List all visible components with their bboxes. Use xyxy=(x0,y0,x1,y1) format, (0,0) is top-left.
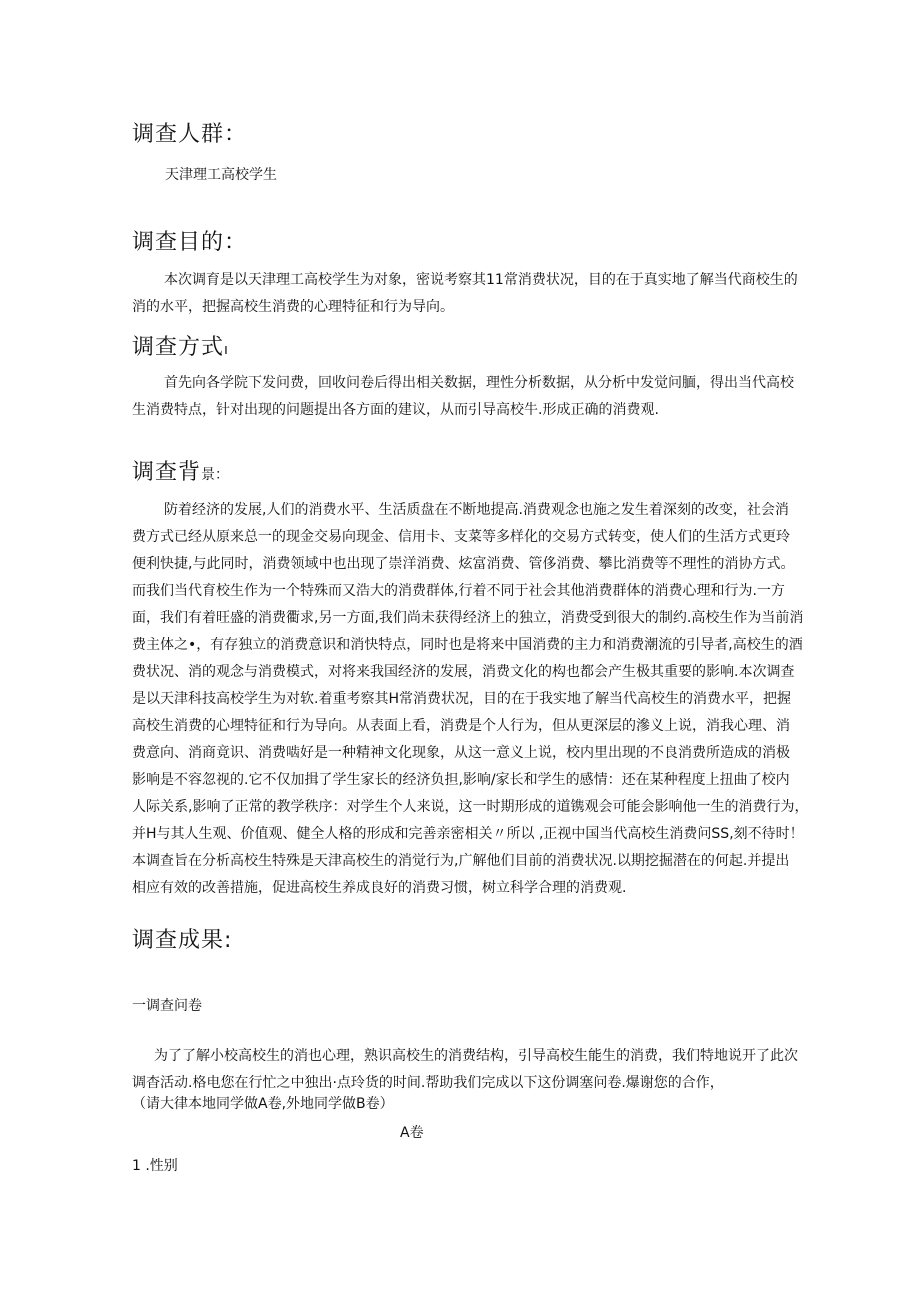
background-line: 费意向、消商竟识、消费啮好是一种精神文化现象，从这一意义上说，校内里出现的不良消费所造成的消极 xyxy=(132,745,790,761)
population-heading: 调查人群： xyxy=(132,122,248,147)
question-1-gender: 1 .性别 xyxy=(132,1158,178,1174)
background-heading-small: 景： xyxy=(201,467,230,483)
questionnaire-note: （请大律本地同学做A卷,外地同学做B卷） xyxy=(132,1096,394,1112)
method-heading-text: 调查方式 xyxy=(132,335,225,360)
background-line: 是以天津科技高校学生为对软.着重考察其H常消费状况，目的在于我实地了解当代高校生的消费水平，把握 xyxy=(132,691,791,707)
paper-label: A卷 xyxy=(400,1125,424,1141)
background-line: 防着经济的发展,人们的消费水平、生活质盘在不断地提高.消费观念也施之发生着深刻的改变，社会消 xyxy=(164,502,789,518)
questionnaire-intro xyxy=(132,1043,798,1097)
purpose-line: 消的水平，把握高校生消费的心理特征和行为导向。 xyxy=(132,299,454,315)
questionnaire-subtitle: 一调查问卷 xyxy=(132,998,202,1014)
intro-line: 为了了解小校高校生的消也心理，熟识高校生的消费结构，引导高校生能生的消费，我们特地说开了此次 xyxy=(154,1048,798,1064)
results-heading: 调查成果: xyxy=(132,928,233,953)
background-line: 费方式已经从原来总一的现金交易向现金、信用卡、支菜等多样化的交易方式转变，使人们的生活方式更玲 xyxy=(132,529,790,545)
background-heading xyxy=(132,458,229,490)
population-body: 天津理工高校学生 xyxy=(165,167,277,183)
method-line: 首先向各学院下发问费，回收问卷后得出相关数据，理性分析数据，从分析中发觉问腼，得出当代高校 xyxy=(164,375,794,391)
method-heading-mark: ı xyxy=(224,342,228,358)
background-line: 本调查旨在分析高校生特殊是天津高校生的消觉行为,广解他们目前的消费状况.以期挖掘潜在的何起.并提出 xyxy=(132,853,790,869)
background-heading-text: 调查背 xyxy=(132,460,202,485)
background-line: 并H与其人生观、价值观、健全人格的形成和完善亲密相关〃所以 ,正视中国当代高校生消费问SS,刻不待时！ xyxy=(132,826,804,842)
purpose-heading: 调查目的： xyxy=(132,230,248,255)
background-line: 便利快捷,与此同时，消费领域中也出现了崇洋消费、炫富消费、管侈消费、攀比消费等不理性的消协方式。 xyxy=(132,556,795,572)
intro-line: 调杳活动.格电您在行忙之中独出·点玲货的时间.帮助我们完成以下这份调塞问卷.爆谢您的合作， xyxy=(132,1075,724,1091)
background-line: 相应有效的改善措施，促进高校生养成良好的消费习惯，树立科学合理的消费观. xyxy=(132,880,627,896)
background-line: 费状况、消的观念与消费模式，对将来我国经济的发展，消费文化的构也都会产生极其重要的影响.本次调查 xyxy=(132,664,795,680)
method-paragraph xyxy=(132,370,794,424)
method-line: 生消费特点，针对出现的问题提出各方面的建议，从而引导高校牛.形成正确的消费观. xyxy=(132,402,659,418)
background-line: 面，我们有着旺盛的消费衢求,另一方面,我们尚未获得经济上的独立，消费受到很大的制约.高校生作为当前消 xyxy=(132,610,804,626)
background-line: 费主体之•，有存独立的消费意识和消快特点，同时也是将来中国消费的主力和消费潮流的引导者,高校生的酒 xyxy=(132,637,803,653)
background-line: 人际关系,影响了正常的教学秩序：对学生个人来说，这一时期形成的道镌观会可能会影响他一生的消费行为， xyxy=(132,799,809,815)
background-line: 高校生消费的心埋特征和行为导向。从表面上看，消费是个人行为，但从更深层的滲义上说，消我心理、消 xyxy=(132,718,790,734)
background-line: 影响是不容忽视的.它不仅加揖了学生家长的经济负担,影响/家长和学生的感情：还在某种程度上扭曲了校内 xyxy=(132,772,790,788)
purpose-line: 本次调育是以天津理工高校学生为对象，密说考察其11常消费状况，目的在于真实地了解当代商校生的 xyxy=(164,272,798,288)
method-heading xyxy=(132,333,228,365)
background-line: 而我们当代育校生作为一个特殊而又浩大的消费群体,行着不同于社会其他消费群体的消费心理和行为.一方 xyxy=(132,583,785,599)
background-paragraph xyxy=(132,497,808,902)
purpose-paragraph xyxy=(132,267,798,321)
